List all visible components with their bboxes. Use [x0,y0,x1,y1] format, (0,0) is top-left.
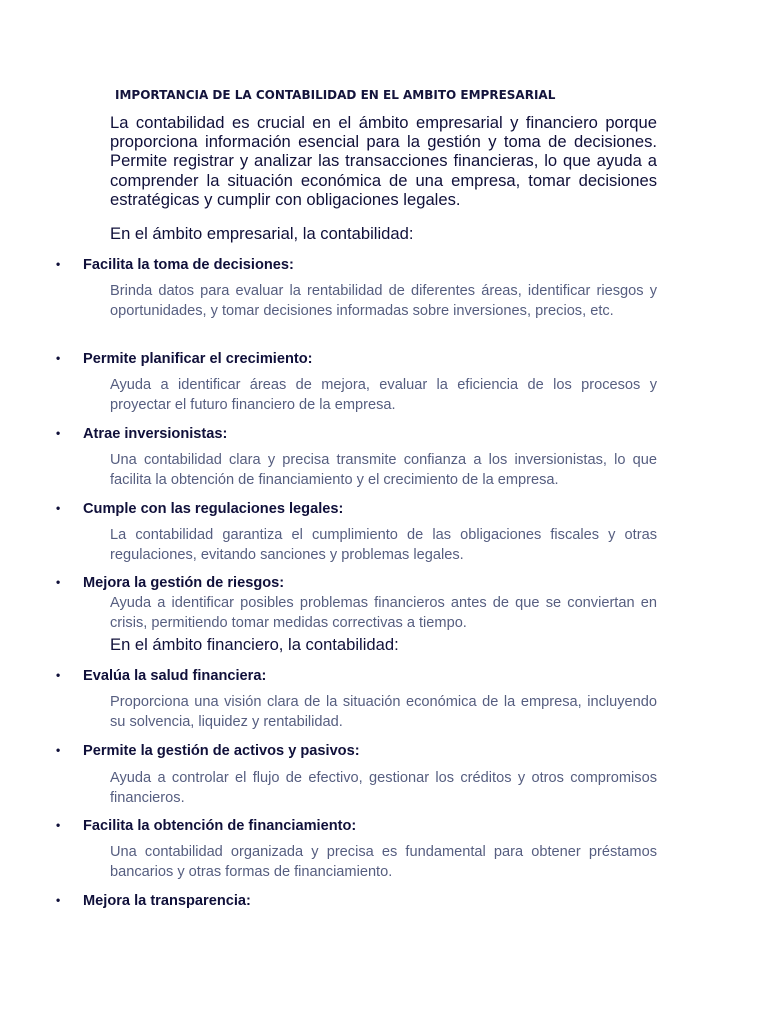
item-heading-text: Mejora la transparencia: [83,893,251,909]
intro-paragraph: La contabilidad es crucial en el ámbito empresarial y financiero porque proporciona información esencial para la gestión y toma de decisiones. Permite registrar y analizar las transacciones financieras, lo que ayuda a comprender la situación económica de una empresa, tomar decisiones estratégicas y cumplir con obligaciones legales. [110,113,657,209]
list-item-heading [56,573,284,592]
list-item-heading [56,741,360,760]
list-item-heading [56,891,251,910]
item-heading-text: Permite la gestión de activos y pasivos: [83,743,360,759]
bullet-icon: • [56,501,61,515]
document-title: IMPORTANCIA DE LA CONTABILIDAD EN EL AMBITO EMPRESARIAL [115,88,556,102]
bullet-icon: • [56,818,61,832]
bullet-icon: • [56,351,61,365]
item-heading-text: Facilita la toma de decisiones: [83,257,294,273]
list-item-body: La contabilidad garantiza el cumplimiento de las obligaciones fiscales y otras regulaciones, evitando sanciones y problemas legales. [110,527,657,563]
item-heading-text: Evalúa la salud financiera: [83,668,267,684]
list-item-body: Ayuda a identificar áreas de mejora, evaluar la eficiencia de los procesos y proyectar el futuro financiero de la empresa. [110,377,657,413]
list-item-body: Ayuda a identificar posibles problemas financieros antes de que se conviertan en crisis, permitiendo tomar medidas correctivas a tiempo. [110,595,657,631]
bullet-icon: • [56,575,61,589]
list-item-heading [56,816,356,835]
list-item-heading [56,499,343,518]
bullet-icon: • [56,668,61,682]
item-heading-text: Permite planificar el crecimiento: [83,351,313,367]
section-heading-empresarial: En el ámbito empresarial, la contabilidad: [110,224,414,243]
bullet-icon: • [56,893,61,907]
item-heading-text: Atrae inversionistas: [83,426,228,442]
item-heading-text: Facilita la obtención de financiamiento: [83,818,357,834]
bullet-icon: • [56,426,61,440]
list-item-heading [56,349,313,368]
list-item-body: Brinda datos para evaluar la rentabilidad de diferentes áreas, identificar riesgos y oportunidades, y tomar decisiones informadas sobre inversiones, precios, etc. [110,283,657,319]
item-heading-text: Cumple con las regulaciones legales: [83,501,344,517]
list-item-body: Proporciona una visión clara de la situación económica de la empresa, incluyendo su solvencia, liquidez y rentabilidad. [110,694,657,730]
list-item-body: Ayuda a controlar el flujo de efectivo, gestionar los créditos y otros compromisos financieros. [110,770,657,806]
list-item-body: Una contabilidad organizada y precisa es fundamental para obtener préstamos bancarios y otras formas de financiamiento. [110,844,657,880]
list-item-heading [56,424,227,443]
bullet-icon: • [56,257,61,271]
list-item-heading [56,255,294,274]
section-heading-financiero: En el ámbito financiero, la contabilidad: [110,635,399,654]
bullet-icon: • [56,743,61,757]
list-item-heading [56,666,266,685]
list-item-body: Una contabilidad clara y precisa transmite confianza a los inversionistas, lo que facilita la obtención de financiamiento y el crecimiento de la empresa. [110,452,657,488]
item-heading-text: Mejora la gestión de riesgos: [83,575,285,591]
